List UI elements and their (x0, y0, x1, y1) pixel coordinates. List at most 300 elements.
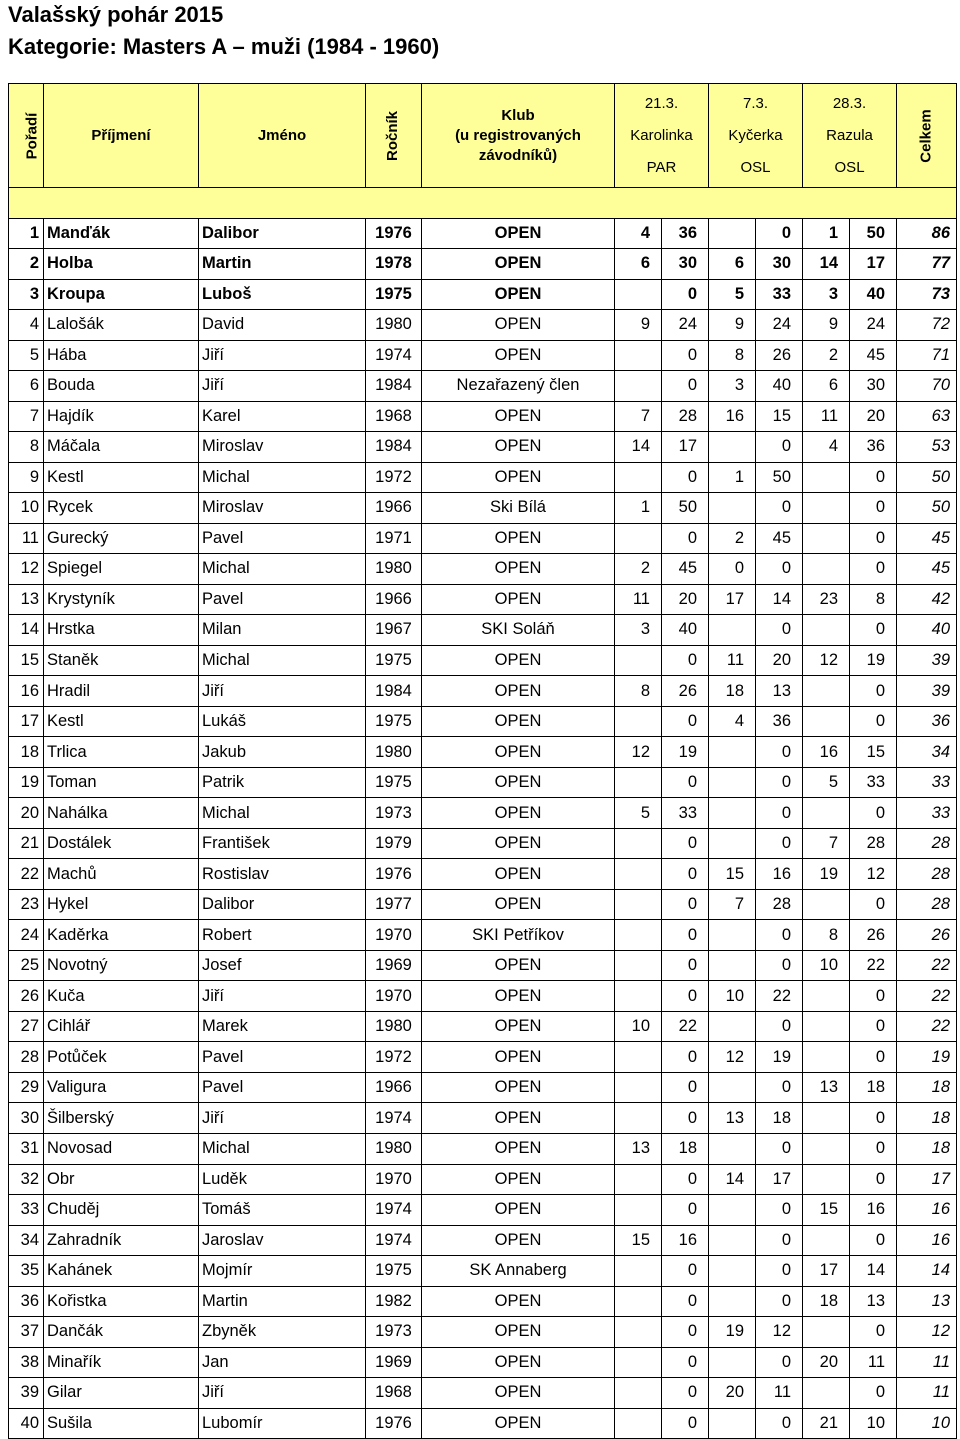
race-2-rank-cell: 19 (709, 1317, 756, 1348)
club-cell: OPEN (422, 889, 615, 920)
race-1-points-cell: 0 (662, 706, 709, 737)
race-3-points-cell: 0 (850, 1042, 897, 1073)
name-cell: Martin (199, 249, 366, 280)
race-2-points-cell: 0 (756, 737, 803, 768)
total-cell: 22 (897, 981, 957, 1012)
race-2-points-cell: 0 (756, 1256, 803, 1287)
name-cell: Michal (199, 462, 366, 493)
race-2-date: 7.3. (743, 94, 769, 112)
race-3-rank-cell (803, 1133, 850, 1164)
club-cell: OPEN (422, 1347, 615, 1378)
race-2-points-cell: 17 (756, 1164, 803, 1195)
total-cell: 42 (897, 584, 957, 615)
race-2-points-cell: 33 (756, 279, 803, 310)
race-1-rank-cell (615, 767, 662, 798)
race-2-rank-cell: 4 (709, 706, 756, 737)
race-3-rank-cell: 21 (803, 1408, 850, 1439)
race-3-rank-cell: 3 (803, 279, 850, 310)
race-2-rank-cell: 12 (709, 1042, 756, 1073)
total-cell: 70 (897, 371, 957, 402)
race-1-rank-cell: 10 (615, 1011, 662, 1042)
total-cell: 11 (897, 1347, 957, 1378)
club-cell: OPEN (422, 462, 615, 493)
total-cell: 33 (897, 767, 957, 798)
race-2-rank-cell: 17 (709, 584, 756, 615)
race-3-points-cell: 36 (850, 432, 897, 463)
club-cell: OPEN (422, 554, 615, 585)
race-2-points-cell: 12 (756, 1317, 803, 1348)
race-3-points-cell: 0 (850, 462, 897, 493)
total-cell: 53 (897, 432, 957, 463)
total-cell: 45 (897, 554, 957, 585)
race-1-points-cell: 22 (662, 1011, 709, 1042)
name-cell: Zbyněk (199, 1317, 366, 1348)
name-cell: Jiří (199, 1103, 366, 1134)
race-1-points-cell: 45 (662, 554, 709, 585)
table-row (9, 493, 957, 524)
total-cell: 10 (897, 1408, 957, 1439)
race-2-points-cell: 0 (756, 432, 803, 463)
race-2-rank-cell: 11 (709, 645, 756, 676)
table-row (9, 310, 957, 341)
race-2-rank-cell: 15 (709, 859, 756, 890)
separator-cell (9, 188, 957, 219)
race-2-rank-cell (709, 1195, 756, 1226)
year-cell: 1980 (366, 1011, 422, 1042)
race-1-rank-cell (615, 1195, 662, 1226)
surname-cell: Spiegel (44, 554, 199, 585)
club-header-line1: Klub (501, 106, 535, 124)
name-cell: Robert (199, 920, 366, 951)
name-cell: Lubomír (199, 1408, 366, 1439)
page-title: Valašský pohár 2015 (8, 2, 224, 27)
race-3-points-cell: 0 (850, 706, 897, 737)
name-cell: Michal (199, 645, 366, 676)
year-cell: 1971 (366, 523, 422, 554)
club-cell: OPEN (422, 950, 615, 981)
race-1-points-cell: 0 (662, 462, 709, 493)
race-1-points-cell: 0 (662, 523, 709, 554)
race-1-points-cell: 0 (662, 1164, 709, 1195)
table-row (9, 706, 957, 737)
race-1-rank-cell (615, 371, 662, 402)
surname-cell: Dostálek (44, 828, 199, 859)
race-3-points-cell: 0 (850, 1317, 897, 1348)
race-2-points-cell: 18 (756, 1103, 803, 1134)
race-1-rank-cell (615, 1042, 662, 1073)
club-cell: OPEN (422, 1286, 615, 1317)
race-2-rank-cell (709, 1286, 756, 1317)
race-3-points-cell: 0 (850, 798, 897, 829)
race-1-points-cell: 24 (662, 310, 709, 341)
total-cell: 39 (897, 645, 957, 676)
race-2-rank-cell (709, 1347, 756, 1378)
race-1-points-cell: 28 (662, 401, 709, 432)
year-header: Ročník (366, 84, 422, 188)
race-1-points-cell: 0 (662, 371, 709, 402)
name-cell: Josef (199, 950, 366, 981)
surname-cell: Potůček (44, 1042, 199, 1073)
race-3-points-cell: 26 (850, 920, 897, 951)
race-3-points-cell: 0 (850, 615, 897, 646)
race-1-points-cell: 0 (662, 767, 709, 798)
rank-cell: 8 (9, 432, 44, 463)
race-1-rank-cell (615, 1286, 662, 1317)
race-3-points-cell: 0 (850, 981, 897, 1012)
name-cell: Pavel (199, 1072, 366, 1103)
club-cell: OPEN (422, 1042, 615, 1073)
race-3-rank-cell (803, 981, 850, 1012)
race-2-place: Kyčerka (728, 126, 783, 144)
race-3-rank-cell: 2 (803, 340, 850, 371)
surname-cell: Bouda (44, 371, 199, 402)
year-cell: 1976 (366, 1408, 422, 1439)
rank-cell: 37 (9, 1317, 44, 1348)
race-3-place: Razula (826, 126, 873, 144)
race-1-points-cell: 0 (662, 1103, 709, 1134)
table-row (9, 584, 957, 615)
total-cell: 22 (897, 1011, 957, 1042)
year-cell: 1975 (366, 645, 422, 676)
race-3-points-cell: 0 (850, 523, 897, 554)
race-3-rank-cell (803, 676, 850, 707)
race-1-rank-cell (615, 981, 662, 1012)
club-cell: OPEN (422, 798, 615, 829)
year-cell: 1973 (366, 1317, 422, 1348)
surname-cell: Manďák (44, 218, 199, 249)
race-1-rank-cell (615, 1164, 662, 1195)
race-1-points-cell: 0 (662, 828, 709, 859)
rank-cell: 21 (9, 828, 44, 859)
race-1-rank-cell (615, 1256, 662, 1287)
total-cell: 72 (897, 310, 957, 341)
year-cell: 1976 (366, 859, 422, 890)
race-2-rank-cell (709, 1256, 756, 1287)
race-1-points-cell: 0 (662, 1072, 709, 1103)
total-cell: 40 (897, 615, 957, 646)
total-cell: 77 (897, 249, 957, 280)
name-cell: Pavel (199, 523, 366, 554)
name-cell: Jiří (199, 981, 366, 1012)
total-cell: 11 (897, 1378, 957, 1409)
total-cell: 45 (897, 523, 957, 554)
year-cell: 1984 (366, 371, 422, 402)
race-2-points-cell: 0 (756, 1195, 803, 1226)
race-1-rank-cell (615, 920, 662, 951)
rank-cell: 1 (9, 218, 44, 249)
race-3-rank-cell: 12 (803, 645, 850, 676)
surname-cell: Hrstka (44, 615, 199, 646)
table-row (9, 981, 957, 1012)
table-row (9, 676, 957, 707)
table-row (9, 1133, 957, 1164)
name-cell: Michal (199, 554, 366, 585)
name-cell: Luděk (199, 1164, 366, 1195)
race-2-rank-cell: 7 (709, 889, 756, 920)
table-row (9, 1286, 957, 1317)
total-cell: 18 (897, 1133, 957, 1164)
race-2-rank-cell: 10 (709, 981, 756, 1012)
rank-cell: 2 (9, 249, 44, 280)
table-row (9, 1256, 957, 1287)
race-3-rank-cell (803, 493, 850, 524)
name-cell: Patrik (199, 767, 366, 798)
rank-cell: 25 (9, 950, 44, 981)
rank-cell: 3 (9, 279, 44, 310)
header-row (9, 84, 957, 188)
race-3-rank-cell: 13 (803, 1072, 850, 1103)
total-cell: 33 (897, 798, 957, 829)
race-3-rank-cell: 1 (803, 218, 850, 249)
race-3-points-cell: 13 (850, 1286, 897, 1317)
surname-cell: Kořistka (44, 1286, 199, 1317)
race-1-rank-cell (615, 1408, 662, 1439)
race-1-points-cell: 0 (662, 981, 709, 1012)
race-2-rank-cell (709, 1011, 756, 1042)
race-1-points-cell: 0 (662, 859, 709, 890)
rank-cell: 7 (9, 401, 44, 432)
surname-cell: Kahánek (44, 1256, 199, 1287)
race-1-rank-cell (615, 889, 662, 920)
year-cell: 1975 (366, 706, 422, 737)
surname-header: Příjmení (44, 84, 199, 188)
year-cell: 1980 (366, 554, 422, 585)
race-2-points-cell: 0 (756, 218, 803, 249)
name-cell: Michal (199, 798, 366, 829)
race-1-rank-cell: 7 (615, 401, 662, 432)
year-cell: 1967 (366, 615, 422, 646)
race-3-points-cell: 22 (850, 950, 897, 981)
race-1-rank-cell (615, 645, 662, 676)
rank-cell: 14 (9, 615, 44, 646)
club-cell: OPEN (422, 1103, 615, 1134)
name-cell: Jan (199, 1347, 366, 1378)
race-2-points-cell: 0 (756, 1072, 803, 1103)
race-1-rank-cell: 11 (615, 584, 662, 615)
rank-cell: 16 (9, 676, 44, 707)
club-cell: OPEN (422, 706, 615, 737)
surname-cell: Novosad (44, 1133, 199, 1164)
total-cell: 71 (897, 340, 957, 371)
year-cell: 1978 (366, 249, 422, 280)
race-3-rank-cell (803, 1103, 850, 1134)
race-2-points-cell: 26 (756, 340, 803, 371)
race-3-rank-cell: 15 (803, 1195, 850, 1226)
club-cell: OPEN (422, 1378, 615, 1409)
year-cell: 1975 (366, 279, 422, 310)
rank-cell: 33 (9, 1195, 44, 1226)
race-3-rank-cell (803, 1225, 850, 1256)
race-1-points-cell: 0 (662, 340, 709, 371)
year-cell: 1977 (366, 889, 422, 920)
club-header (422, 84, 615, 188)
club-cell: OPEN (422, 1317, 615, 1348)
table-row (9, 218, 957, 249)
year-cell: 1975 (366, 1256, 422, 1287)
race-3-rank-cell (803, 798, 850, 829)
race-3-rank-cell: 7 (803, 828, 850, 859)
name-cell: Lukáš (199, 706, 366, 737)
race-3-rank-cell: 17 (803, 1256, 850, 1287)
surname-cell: Zahradník (44, 1225, 199, 1256)
club-cell: OPEN (422, 249, 615, 280)
surname-cell: Novotný (44, 950, 199, 981)
club-cell: OPEN (422, 737, 615, 768)
race-3-points-cell: 15 (850, 737, 897, 768)
table-row (9, 371, 957, 402)
year-cell: 1974 (366, 1225, 422, 1256)
club-cell: Ski Bílá (422, 493, 615, 524)
table-row (9, 920, 957, 951)
rank-cell: 34 (9, 1225, 44, 1256)
club-cell: OPEN (422, 1225, 615, 1256)
name-cell: František (199, 828, 366, 859)
year-cell: 1968 (366, 401, 422, 432)
race-3-points-cell: 0 (850, 1103, 897, 1134)
surname-cell: Kuča (44, 981, 199, 1012)
race-2-points-cell: 0 (756, 493, 803, 524)
name-cell: Miroslav (199, 493, 366, 524)
race-3-rank-cell: 14 (803, 249, 850, 280)
race-2-rank-cell (709, 920, 756, 951)
race-2-rank-cell: 2 (709, 523, 756, 554)
surname-cell: Rycek (44, 493, 199, 524)
club-cell: OPEN (422, 767, 615, 798)
year-cell: 1972 (366, 1042, 422, 1073)
race-1-rank-cell: 4 (615, 218, 662, 249)
total-cell: 18 (897, 1072, 957, 1103)
race-3-points-cell: 0 (850, 554, 897, 585)
name-cell: Pavel (199, 1042, 366, 1073)
table-row (9, 554, 957, 585)
name-cell: Milan (199, 615, 366, 646)
race-3-header (803, 84, 897, 188)
table-row (9, 432, 957, 463)
surname-cell: Kaděrka (44, 920, 199, 951)
surname-cell: Hradil (44, 676, 199, 707)
surname-cell: Holba (44, 249, 199, 280)
race-3-points-cell: 20 (850, 401, 897, 432)
race-3-rank-cell (803, 1011, 850, 1042)
race-2-rank-cell (709, 737, 756, 768)
table-row (9, 1103, 957, 1134)
race-2-rank-cell (709, 798, 756, 829)
club-cell: OPEN (422, 401, 615, 432)
name-cell: David (199, 310, 366, 341)
race-3-points-cell: 10 (850, 1408, 897, 1439)
race-2-points-cell: 36 (756, 706, 803, 737)
table-row (9, 1195, 957, 1226)
race-1-rank-cell: 8 (615, 676, 662, 707)
club-cell: OPEN (422, 859, 615, 890)
race-3-rank-cell: 9 (803, 310, 850, 341)
race-1-points-cell: 0 (662, 645, 709, 676)
race-1-rank-cell: 14 (615, 432, 662, 463)
race-2-points-cell: 0 (756, 1011, 803, 1042)
rank-cell: 20 (9, 798, 44, 829)
year-cell: 1980 (366, 737, 422, 768)
table-row (9, 1347, 957, 1378)
race-2-points-cell: 0 (756, 1133, 803, 1164)
total-cell: 28 (897, 889, 957, 920)
club-cell: OPEN (422, 1408, 615, 1439)
rank-cell: 23 (9, 889, 44, 920)
race-3-points-cell: 33 (850, 767, 897, 798)
race-3-points-cell: 8 (850, 584, 897, 615)
race-1-points-cell: 0 (662, 1378, 709, 1409)
name-cell: Mojmír (199, 1256, 366, 1287)
race-1-points-cell: 19 (662, 737, 709, 768)
race-1-rank-cell: 15 (615, 1225, 662, 1256)
year-cell: 1970 (366, 1164, 422, 1195)
year-cell: 1980 (366, 310, 422, 341)
rank-cell: 27 (9, 1011, 44, 1042)
club-cell: OPEN (422, 432, 615, 463)
rank-cell: 24 (9, 920, 44, 951)
race-1-header (615, 84, 709, 188)
race-3-rank-cell: 16 (803, 737, 850, 768)
race-2-rank-cell (709, 1225, 756, 1256)
race-1-points-cell: 26 (662, 676, 709, 707)
race-1-rank-cell (615, 859, 662, 890)
surname-cell: Gilar (44, 1378, 199, 1409)
surname-cell: Toman (44, 767, 199, 798)
total-cell: 12 (897, 1317, 957, 1348)
race-1-rank-cell: 9 (615, 310, 662, 341)
table-row (9, 859, 957, 890)
year-cell: 1969 (366, 1347, 422, 1378)
race-1-rank-cell: 1 (615, 493, 662, 524)
race-3-points-cell: 30 (850, 371, 897, 402)
club-header-line3: závodníků) (478, 146, 558, 164)
name-cell: Karel (199, 401, 366, 432)
name-cell: Pavel (199, 584, 366, 615)
race-1-rank-cell (615, 950, 662, 981)
total-cell: 17 (897, 1164, 957, 1195)
race-2-rank-cell: 9 (709, 310, 756, 341)
race-2-points-cell: 0 (756, 554, 803, 585)
table-row (9, 1225, 957, 1256)
name-cell: Michal (199, 1133, 366, 1164)
total-cell: 26 (897, 920, 957, 951)
race-3-points-cell: 0 (850, 1225, 897, 1256)
race-2-header (709, 84, 803, 188)
club-header-line2: (u registrovaných (455, 126, 581, 144)
table-row (9, 737, 957, 768)
race-3-rank-cell: 5 (803, 767, 850, 798)
race-3-points-cell: 12 (850, 859, 897, 890)
race-1-points-cell: 0 (662, 1317, 709, 1348)
race-2-points-cell: 24 (756, 310, 803, 341)
total-cell: 34 (897, 737, 957, 768)
race-2-rank-cell (709, 493, 756, 524)
total-cell: 36 (897, 706, 957, 737)
race-3-rank-cell (803, 889, 850, 920)
table-row (9, 828, 957, 859)
total-cell: 39 (897, 676, 957, 707)
race-3-rank-cell: 11 (803, 401, 850, 432)
race-2-rank-cell: 6 (709, 249, 756, 280)
surname-cell: Nahálka (44, 798, 199, 829)
race-3-points-cell: 0 (850, 1133, 897, 1164)
race-1-rank-cell (615, 706, 662, 737)
race-1-points-cell: 0 (662, 279, 709, 310)
year-cell: 1970 (366, 920, 422, 951)
race-1-points-cell: 0 (662, 1347, 709, 1378)
race-3-points-cell: 0 (850, 1011, 897, 1042)
race-2-points-cell: 0 (756, 950, 803, 981)
race-1-rank-cell (615, 1103, 662, 1134)
